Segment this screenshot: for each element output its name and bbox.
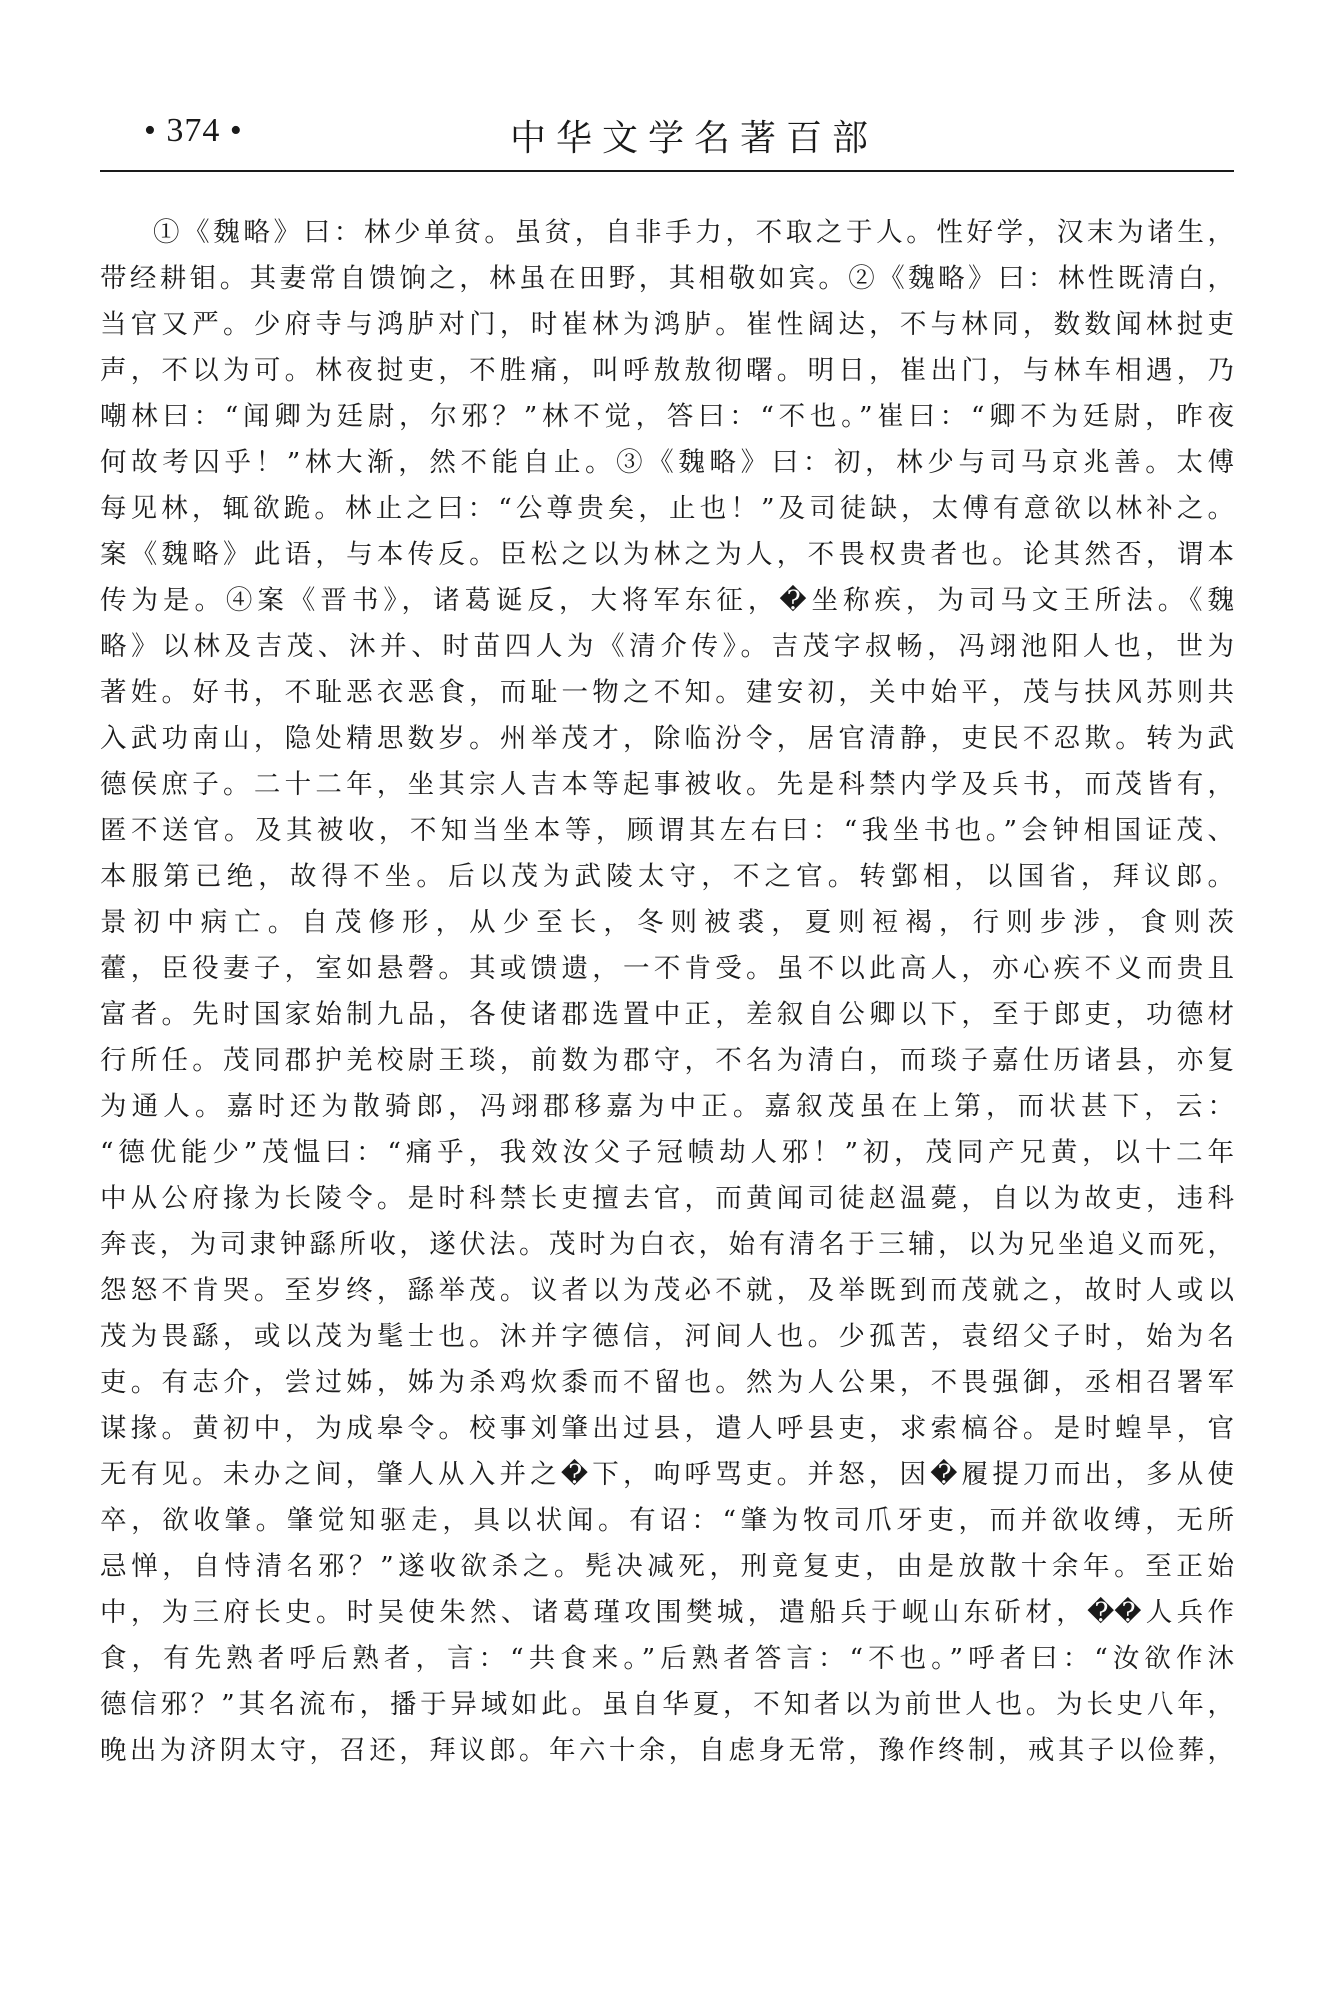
text-line: 卒，欲收肇。肇觉知驱走，具以状闻。有诏：“肇为牧司爪牙吏，而并欲收缚，无所	[100, 1505, 1234, 1536]
text-line: 藿，臣役妻子，室如悬磬。其或馈遗，一不肯受。虽不以此高人，亦心疾不义而贵且	[100, 953, 1234, 984]
text-line: 忌惮，自恃清名邪？”遂收欲杀之。髡决减死，刑竟复吏，由是放散十余年。至正始	[100, 1551, 1234, 1582]
text-line: 茂为畏繇，或以茂为髦士也。沐并字德信，河间人也。少孤苦，袁绍父子时，始为名	[100, 1321, 1234, 1352]
text-line: 何故考囚乎！”林大渐，然不能自止。③《魏略》曰：初，林少与司马京兆善。太傅	[100, 447, 1234, 478]
text-line: 景初中病亡。自茂修形，从少至长，冬则被裘，夏则裋褐，行则步涉，食则茨	[100, 907, 1234, 938]
text-line: 略》以林及吉茂、沐并、时苗四人为《清介传》。吉茂字叔畅，冯翊池阳人也，世为	[100, 631, 1234, 662]
text-line: 食，有先熟者呼后熟者，言：“共食来。”后熟者答言：“不也。”呼者曰：“汝欲作沐	[100, 1643, 1234, 1674]
text-line: “德优能少”茂愠曰：“痛乎，我效汝父子冠帻劫人邪！”初，茂同产兄黄，以十二年	[100, 1137, 1234, 1168]
text-line: 怨怒不肯哭。至岁终，繇举茂。议者以为茂必不就，及举既到而茂就之，故时人或以	[100, 1275, 1234, 1306]
text-line: 谋掾。黄初中，为成皋令。校事刘肇出过县，遣人呼县吏，求索槁谷。是时蝗旱，官	[100, 1413, 1234, 1444]
text-line: 声，不以为可。林夜挝吏，不胜痛，叫呼敖敖彻曙。明日，崔出门，与林车相遇，乃	[100, 355, 1234, 386]
text-line: 每见林，辄欲跪。林止之曰：“公尊贵矣，止也！”及司徒缺，太傅有意欲以林补之。	[100, 493, 1234, 524]
header-divider	[100, 170, 1234, 172]
text-line: 本服第已绝，故得不坐。后以茂为武陵太守，不之官。转䣘相，以国省，拜议郎。	[100, 861, 1234, 892]
text-line: 中从公府掾为长陵令。是时科禁长吏擅去官，而黄闻司徒赵温薨，自以为故吏，违科	[100, 1183, 1234, 1214]
page-header	[100, 106, 1234, 174]
text-line: 著姓。好书，不耻恶衣恶食，而耻一物之不知。建安初，关中始平，茂与扶风苏则共	[100, 677, 1234, 708]
text-line: ①《魏略》曰：林少单贫。虽贫，自非手力，不取之于人。性好学，汉末为诸生，	[153, 217, 1234, 248]
text-line: 案《魏略》此语，与本传反。臣松之以为林之为人，不畏权贵者也。论其然否，谓本	[100, 539, 1234, 570]
page-number: • 374 •	[144, 112, 243, 149]
text-line: 德侯庶子。二十二年，坐其宗人吉本等起事被收。先是科禁内学及兵书，而茂皆有，	[100, 769, 1234, 800]
text-line: 带经耕钼。其妻常自馈饷之，林虽在田野，其相敬如宾。②《魏略》曰：林性既清白，	[100, 263, 1234, 294]
text-line: 晚出为济阴太守，召还，拜议郎。年六十余，自虑身无常，豫作终制，戒其子以俭葬，	[100, 1735, 1234, 1766]
text-line: 传为是。④案《晋书》，诸葛诞反，大将军东征，�坐称疾，为司马文王所法。《魏	[100, 585, 1234, 616]
text-line: 无有见。未办之间，肇人从入并之�下，呴呼骂吏。并怒，因�履提刀而出，多从使	[100, 1459, 1234, 1490]
text-line: 行所任。茂同郡护羌校尉王琰，前数为郡守，不名为清白，而琰子嘉仕历诸县，亦复	[100, 1045, 1234, 1076]
text-line: 为通人。嘉时还为散骑郎，冯翊郡移嘉为中正。嘉叙茂虽在上第，而状甚下，云：	[100, 1091, 1234, 1122]
text-line: 富者。先时国家始制九品，各使诸郡选置中正，差叙自公卿以下，至于郎吏，功德材	[100, 999, 1234, 1030]
text-line: 中，为三府长史。时吴使朱然、诸葛瑾攻围樊城，遣船兵于岘山东斫材，��人兵作	[100, 1597, 1234, 1628]
text-line: 当官又严。少府寺与鸿胪对门，时崔林为鸿胪。崔性阔达，不与林同，数数闻林挝吏	[100, 309, 1234, 340]
book-title: 中华文学名著百部	[510, 118, 879, 159]
text-line: 吏。有志介，尝过姊，姊为杀鸡炊黍而不留也。然为人公果，不畏强御，丞相召署军	[100, 1367, 1234, 1398]
text-line: 匿不送官。及其被收，不知当坐本等，顾谓其左右曰：“我坐书也。”会钟相国证茂、	[100, 815, 1234, 846]
text-line: 德信邪？”其名流布，播于异域如此。虽自华夏，不知者以为前世人也。为长史八年，	[100, 1689, 1234, 1720]
text-line: 嘲林曰：“闻卿为廷尉，尔邪？”林不觉，答曰：“不也。”崔曰：“卿不为廷尉，昨夜	[100, 401, 1234, 432]
annotation-body	[100, 210, 1234, 1774]
text-line: 奔丧，为司隶钟繇所收，遂伏法。茂时为白衣，始有清名于三辅，以为兄坐追义而死，	[100, 1229, 1234, 1260]
text-line: 入武功南山，隐处精思数岁。州举茂才，除临汾令，居官清静，吏民不忍欺。转为武	[100, 723, 1234, 754]
